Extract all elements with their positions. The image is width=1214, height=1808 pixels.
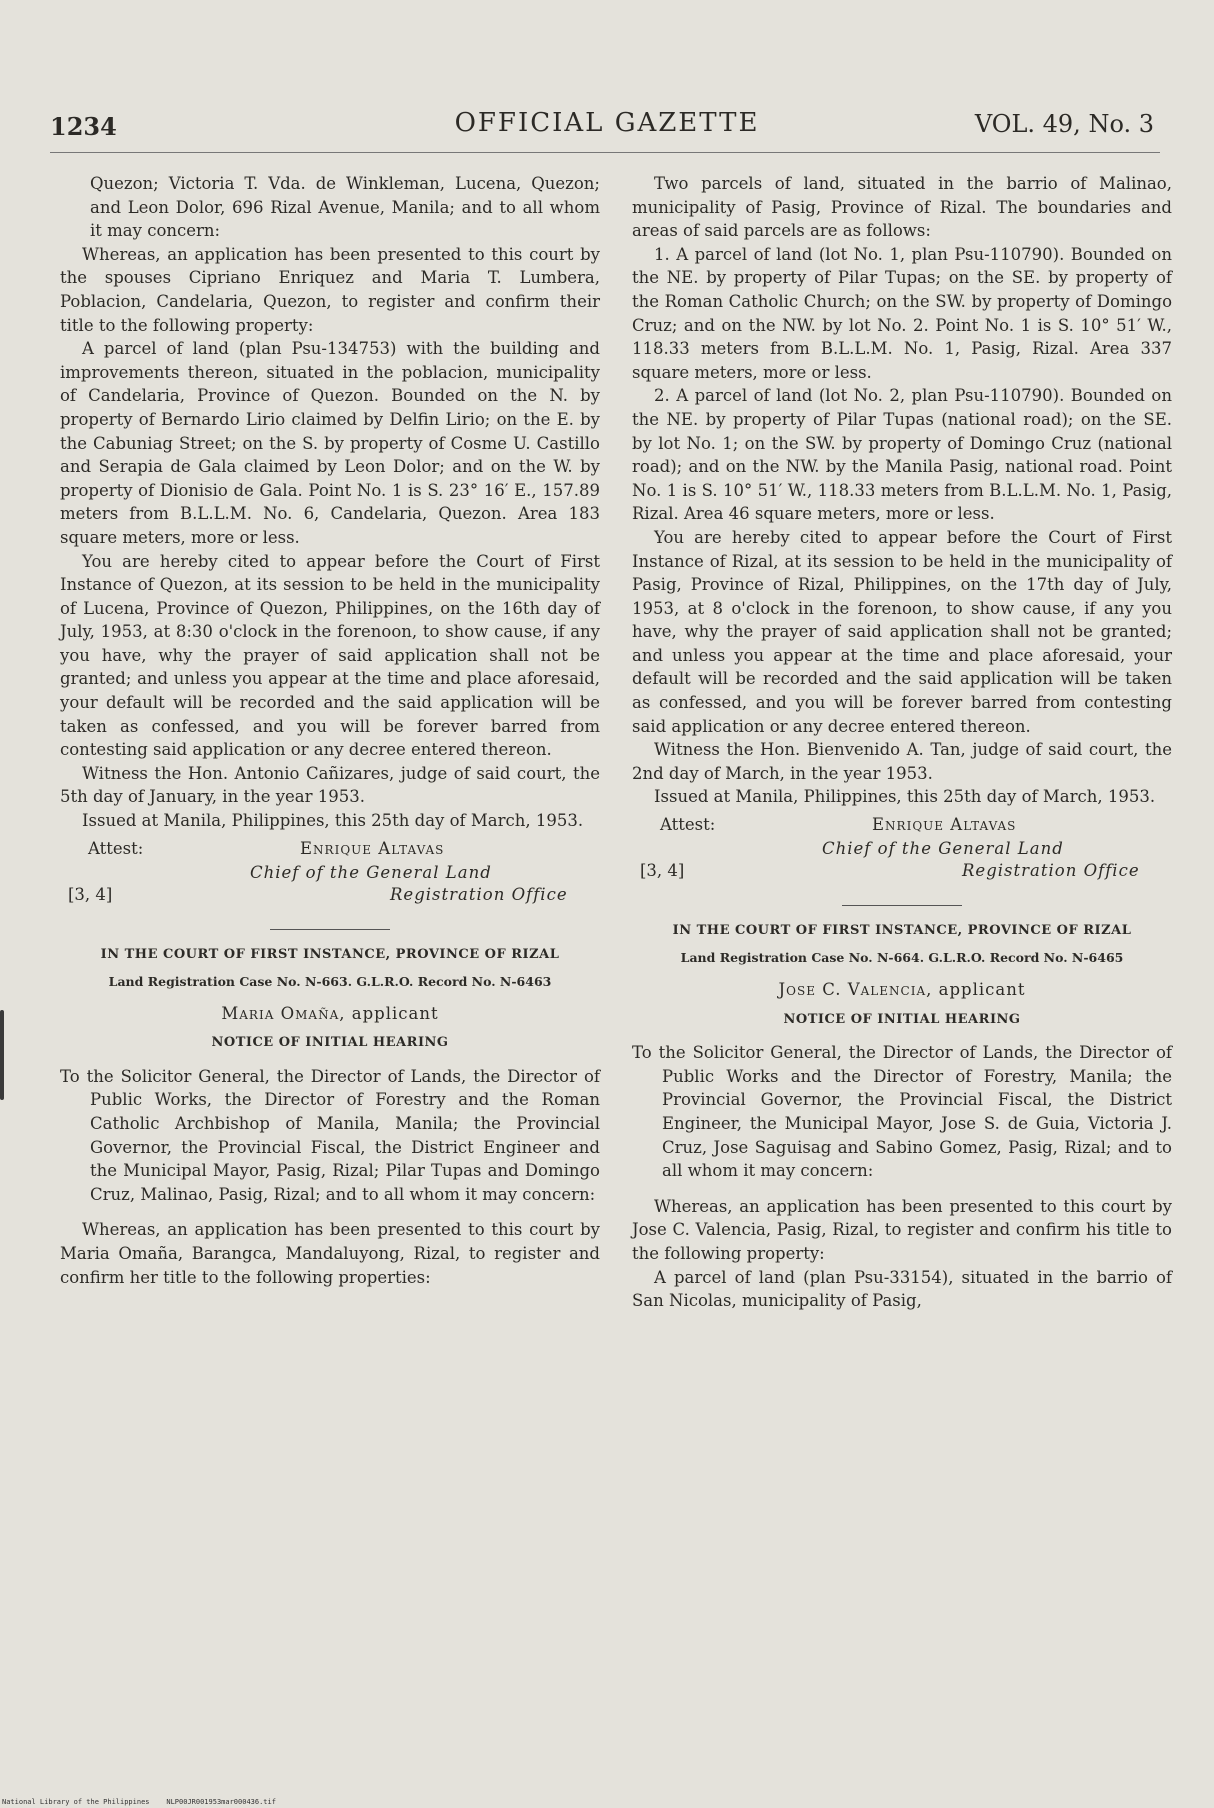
court-title: IN THE COURT OF FIRST INSTANCE, PROVINCE OF RIZAL	[100, 946, 560, 962]
page-number: 1234	[50, 112, 117, 141]
addressees-lead: To the	[60, 1066, 114, 1086]
attest-role: Registration Office	[390, 884, 568, 904]
attest-block	[632, 813, 1172, 887]
issue-reference: [3, 4]	[68, 884, 113, 904]
library-credit: National Library of the Philippines	[2, 1798, 150, 1806]
addressees-lead: To the	[632, 1043, 686, 1063]
left-paragraph: Witness the Hon. Antonio Cañizares, judge of said court, the 5th day of January, in the year 1953.	[60, 763, 600, 807]
section-divider	[270, 929, 390, 930]
attest-role: Registration Office	[962, 861, 1140, 881]
case-number: Land Registration Case No. N-663. G.L.R.O. Record No. N-6463	[108, 973, 552, 989]
section-divider	[842, 905, 962, 906]
right-paragraph: Witness the Hon. Bienvenido A. Tan, judge of said court, the 2nd day of March, in the year 1953.	[632, 740, 1172, 783]
right-paragraph: 1. A parcel of land (lot No. 1, plan Psu-110790). Bounded on the NE. by property of Pilar Tupas; on the SE. by property of the Roman Catholic Church; on the SW. by property of Domingo Cruz; and on the NW. by lot No. 2. Point No. 1 is S. 10° 51′ W., 118.33 meters from B.L.L.M. No. 1, Pasig, Rizal. Area 337 square meters, more or less.	[632, 244, 1172, 382]
page-header	[0, 104, 1214, 144]
left-paragraph: A parcel of land (plan Psu-134753) with the building and improvements thereon, situated in the poblacion, municipality of Candelaria, Province of Quezon. Bounded on the N. by property of Bernardo Lirio claimed by Delfin Lirio; on the E. by the Cabuniag Street; on the S. by property of Cosme U. Castillo and Serapia de Gala claimed by Leon Dolor; and on the W. by property of Dionisio de Gala. Point No. 1 is S. 23° 16′ E., 157.89 meters from B.L.L.M. No. 6, Candelaria, Quezon. Area 183 square meters, more or less.	[60, 339, 600, 547]
attest-role: Chief of the General Land	[822, 839, 1064, 859]
attest-block	[60, 837, 600, 911]
volume-number: VOL. 49, No. 3	[974, 110, 1154, 138]
addressees-body: Solicitor General, the Director of Lands, the Director of Public Works, the Director of Forestry and the Roman Catholic Archbishop of Manila, Manila; the Provincial Governor, the Provincial Fiscal, the District Engineer and the Municipal Mayor, Pasig, Rizal; Pilar Tupas and Domingo Cruz, Malinao, Pasig, Rizal; and to all whom it may concern:	[90, 1066, 600, 1204]
right-column	[632, 172, 1172, 1313]
attest-role: Chief of the General Land	[250, 862, 492, 882]
court-title: IN THE COURT OF FIRST INSTANCE, PROVINCE OF RIZAL	[672, 923, 1132, 939]
scan-footer	[2, 1798, 276, 1806]
applicant-suffix: , applicant	[339, 1003, 439, 1023]
attest-label: Attest:	[660, 815, 716, 835]
gazette-title: OFFICIAL GAZETTE	[454, 108, 760, 138]
scan-filename: NLP00JR001953mar000436.tif	[166, 1798, 276, 1806]
applicant-line	[632, 978, 1172, 1002]
attest-name: Enrique Altavas	[300, 838, 445, 858]
header-rule	[50, 152, 1160, 153]
left-paragraph: You are hereby cited to appear before the Court of First Instance of Quezon, at its session to be held in the municipality of Lucena, Province of Quezon, Philippines, on the 16th day of July, 1953, at 8:30 o'clock in the forenoon, to show cause, if any you have, why the prayer of said application shall not be granted; and unless you appear at the time and place aforesaid, your default will be recorded and the said application will be taken as confessed, and you will be forever barred from contesting said application or any decree entered thereon.	[60, 551, 600, 760]
addressees-body: Solicitor General, the Director of Lands, the Director of Public Works and the Director of Forestry, Manila; the Provincial Governor, the Provincial Fiscal, the District Engineer, the Municipal Mayor, Jose S. de Guia, Victoria J. Cruz, Jose Saguisag and Sabino Gomez, Pasig, Rizal; and to all whom it may concern:	[662, 1043, 1172, 1181]
left-paragraph: Whereas, an application has been presented to this court by Maria Omaña, Barangca, Mandaluyong, Rizal, to register and confirm her title to the following properties:	[60, 1220, 600, 1287]
right-paragraph: Whereas, an application has been presented to this court by Jose C. Valencia, Pasig, Rizal, to register and confirm his title to the following property:	[632, 1196, 1172, 1263]
notice-heading: NOTICE OF INITIAL HEARING	[783, 1011, 1021, 1027]
notice-heading: NOTICE OF INITIAL HEARING	[211, 1035, 449, 1051]
case-number: Land Registration Case No. N-664. G.L.R.O. Record No. N-6465	[680, 950, 1124, 966]
applicant-name: Maria Omaña	[221, 1003, 340, 1023]
attest-label: Attest:	[88, 838, 144, 858]
applicant-line	[60, 1002, 600, 1026]
left-column	[60, 172, 600, 1289]
left-paragraph: Whereas, an application has been presented to this court by the spouses Cipriano Enriquez and Maria T. Lumbera, Poblacion, Candelaria, Quezon, to register and confirm their title to the following property:	[60, 244, 600, 335]
attest-name: Enrique Altavas	[872, 815, 1017, 835]
right-paragraph: A parcel of land (plan Psu-33154), situated in the barrio of San Nicolas, municipality of Pasig,	[632, 1267, 1172, 1311]
addressees	[632, 1041, 1172, 1183]
right-paragraph: Two parcels of land, situated in the barrio of Malinao, municipality of Pasig, Province of Rizal. The boundaries and areas of said parcels are as follows:	[632, 174, 1172, 241]
applicant-name: Jose C. Valencia	[778, 980, 927, 1000]
addressees	[60, 1065, 600, 1207]
right-paragraph: 2. A parcel of land (lot No. 2, plan Psu-110790). Bounded on the NE. by property of Pilar Tupas (national road); on the SE. by lot No. 1; on the SW. by property of Domingo Cruz (national road); and on the NW. by the Manila Pasig, national road. Point No. 1 is S. 10° 51′ W., 118.33 meters from B.L.L.M. No. 1, Pasig, Rizal. Area 46 square meters, more or less.	[632, 386, 1172, 524]
right-paragraph: Issued at Manila, Philippines, this 25th day of March, 1953.	[654, 787, 1156, 807]
left-paragraph: Issued at Manila, Philippines, this 25th day of March, 1953.	[82, 811, 584, 831]
applicant-suffix: , applicant	[926, 980, 1026, 1000]
issue-reference: [3, 4]	[640, 861, 685, 881]
right-paragraph: You are hereby cited to appear before the Court of First Instance of Rizal, at its session to be held in the municipality of Pasig, Province of Rizal, Philippines, on the 17th day of July, 1953, at 8 o'clock in the forenoon, to show cause, if any you have, why the prayer of said application shall not be granted; and unless you appear at the time and place aforesaid, your default will be recorded and the said application will be taken as confessed, and you will be forever barred from contesting said application or any decree entered thereon.	[632, 527, 1172, 736]
left-paragraph: Quezon; Victoria T. Vda. de Winkleman, Lucena, Quezon; and Leon Dolor, 696 Rizal Avenue, Manila; and to all whom it may concern:	[90, 174, 600, 241]
page-edge-mark	[0, 1010, 4, 1100]
